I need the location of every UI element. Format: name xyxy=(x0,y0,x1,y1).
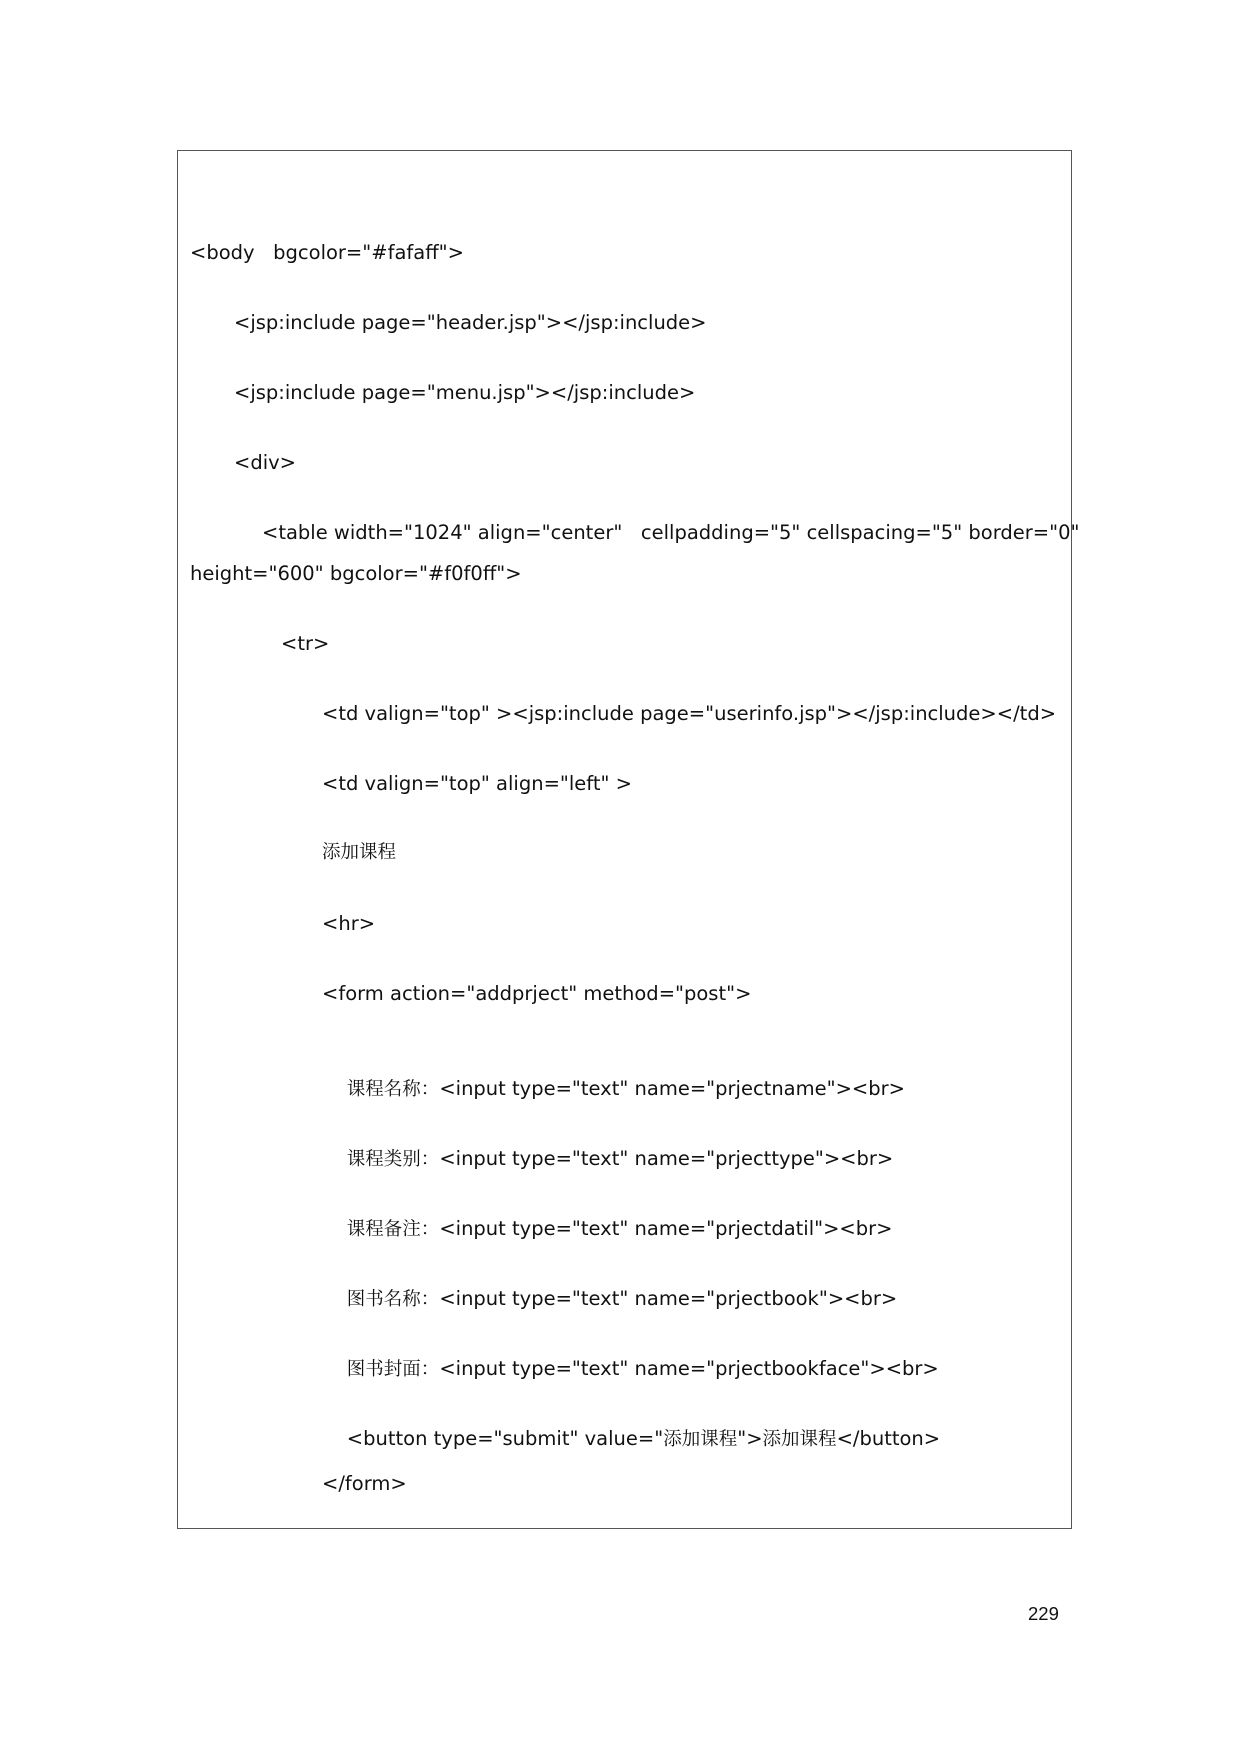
code-line-form-close: </form> xyxy=(322,1472,407,1495)
code-line-heading-text: 添加课程 xyxy=(322,842,397,863)
code-line-hr: <hr> xyxy=(322,912,376,935)
code-line-input-detail xyxy=(322,1190,893,1269)
button-label-text: 添加课程 xyxy=(762,1429,837,1450)
page-number: 229 xyxy=(1028,1603,1059,1624)
code-line-td-left: <td valign="top" align="left" > xyxy=(322,772,632,795)
field-markup: <input type="text" name="prjectbookface"><br> xyxy=(439,1357,939,1380)
button-markup-mid: "> xyxy=(737,1427,763,1450)
code-listing-frame xyxy=(177,150,1080,1529)
button-value-text: 添加课程 xyxy=(663,1429,738,1450)
field-markup: <input type="text" name="prjectbook"><br> xyxy=(439,1287,898,1310)
field-label: 课程备注： xyxy=(346,1219,440,1240)
button-markup-end: </button> xyxy=(836,1427,941,1450)
field-markup: <input type="text" name="prjecttype"><br> xyxy=(439,1147,894,1170)
field-markup: <input type="text" name="prjectname"><br> xyxy=(439,1077,905,1100)
field-markup: <input type="text" name="prjectdatil"><br> xyxy=(439,1217,893,1240)
code-line-div: <div> xyxy=(234,451,297,474)
code-line-td-userinfo: <td valign="top" ><jsp:include page="userinfo.jsp"></jsp:include></td> xyxy=(322,702,1057,725)
button-markup-start: <button type="submit" value=" xyxy=(346,1427,664,1450)
code-line-input-name xyxy=(322,1050,905,1129)
code-line-input-bookface xyxy=(322,1330,939,1409)
code-line-form-open: <form action="addprject" method="post"> xyxy=(322,982,752,1005)
code-line-input-type xyxy=(322,1120,893,1199)
code-line-table-open: <table width="1024" align="center" cellpadding="5" cellspacing="5" border="0" xyxy=(262,521,1080,544)
field-label: 图书封面： xyxy=(346,1359,440,1380)
field-label: 图书名称： xyxy=(346,1289,440,1310)
field-label: 课程名称： xyxy=(346,1079,440,1100)
code-line-submit-button xyxy=(322,1400,940,1479)
code-line-tr: <tr> xyxy=(281,632,330,655)
code-line-include-header: <jsp:include page="header.jsp"></jsp:include> xyxy=(234,311,707,334)
code-line-table-open-cont: height="600" bgcolor="#f0f0ff"> xyxy=(190,562,522,585)
field-label: 课程类别： xyxy=(346,1149,440,1170)
code-line-body: <body bgcolor="#fafaff"> xyxy=(190,241,464,264)
code-line-include-menu: <jsp:include page="menu.jsp"></jsp:include> xyxy=(234,381,696,404)
code-line-input-book xyxy=(322,1260,897,1339)
